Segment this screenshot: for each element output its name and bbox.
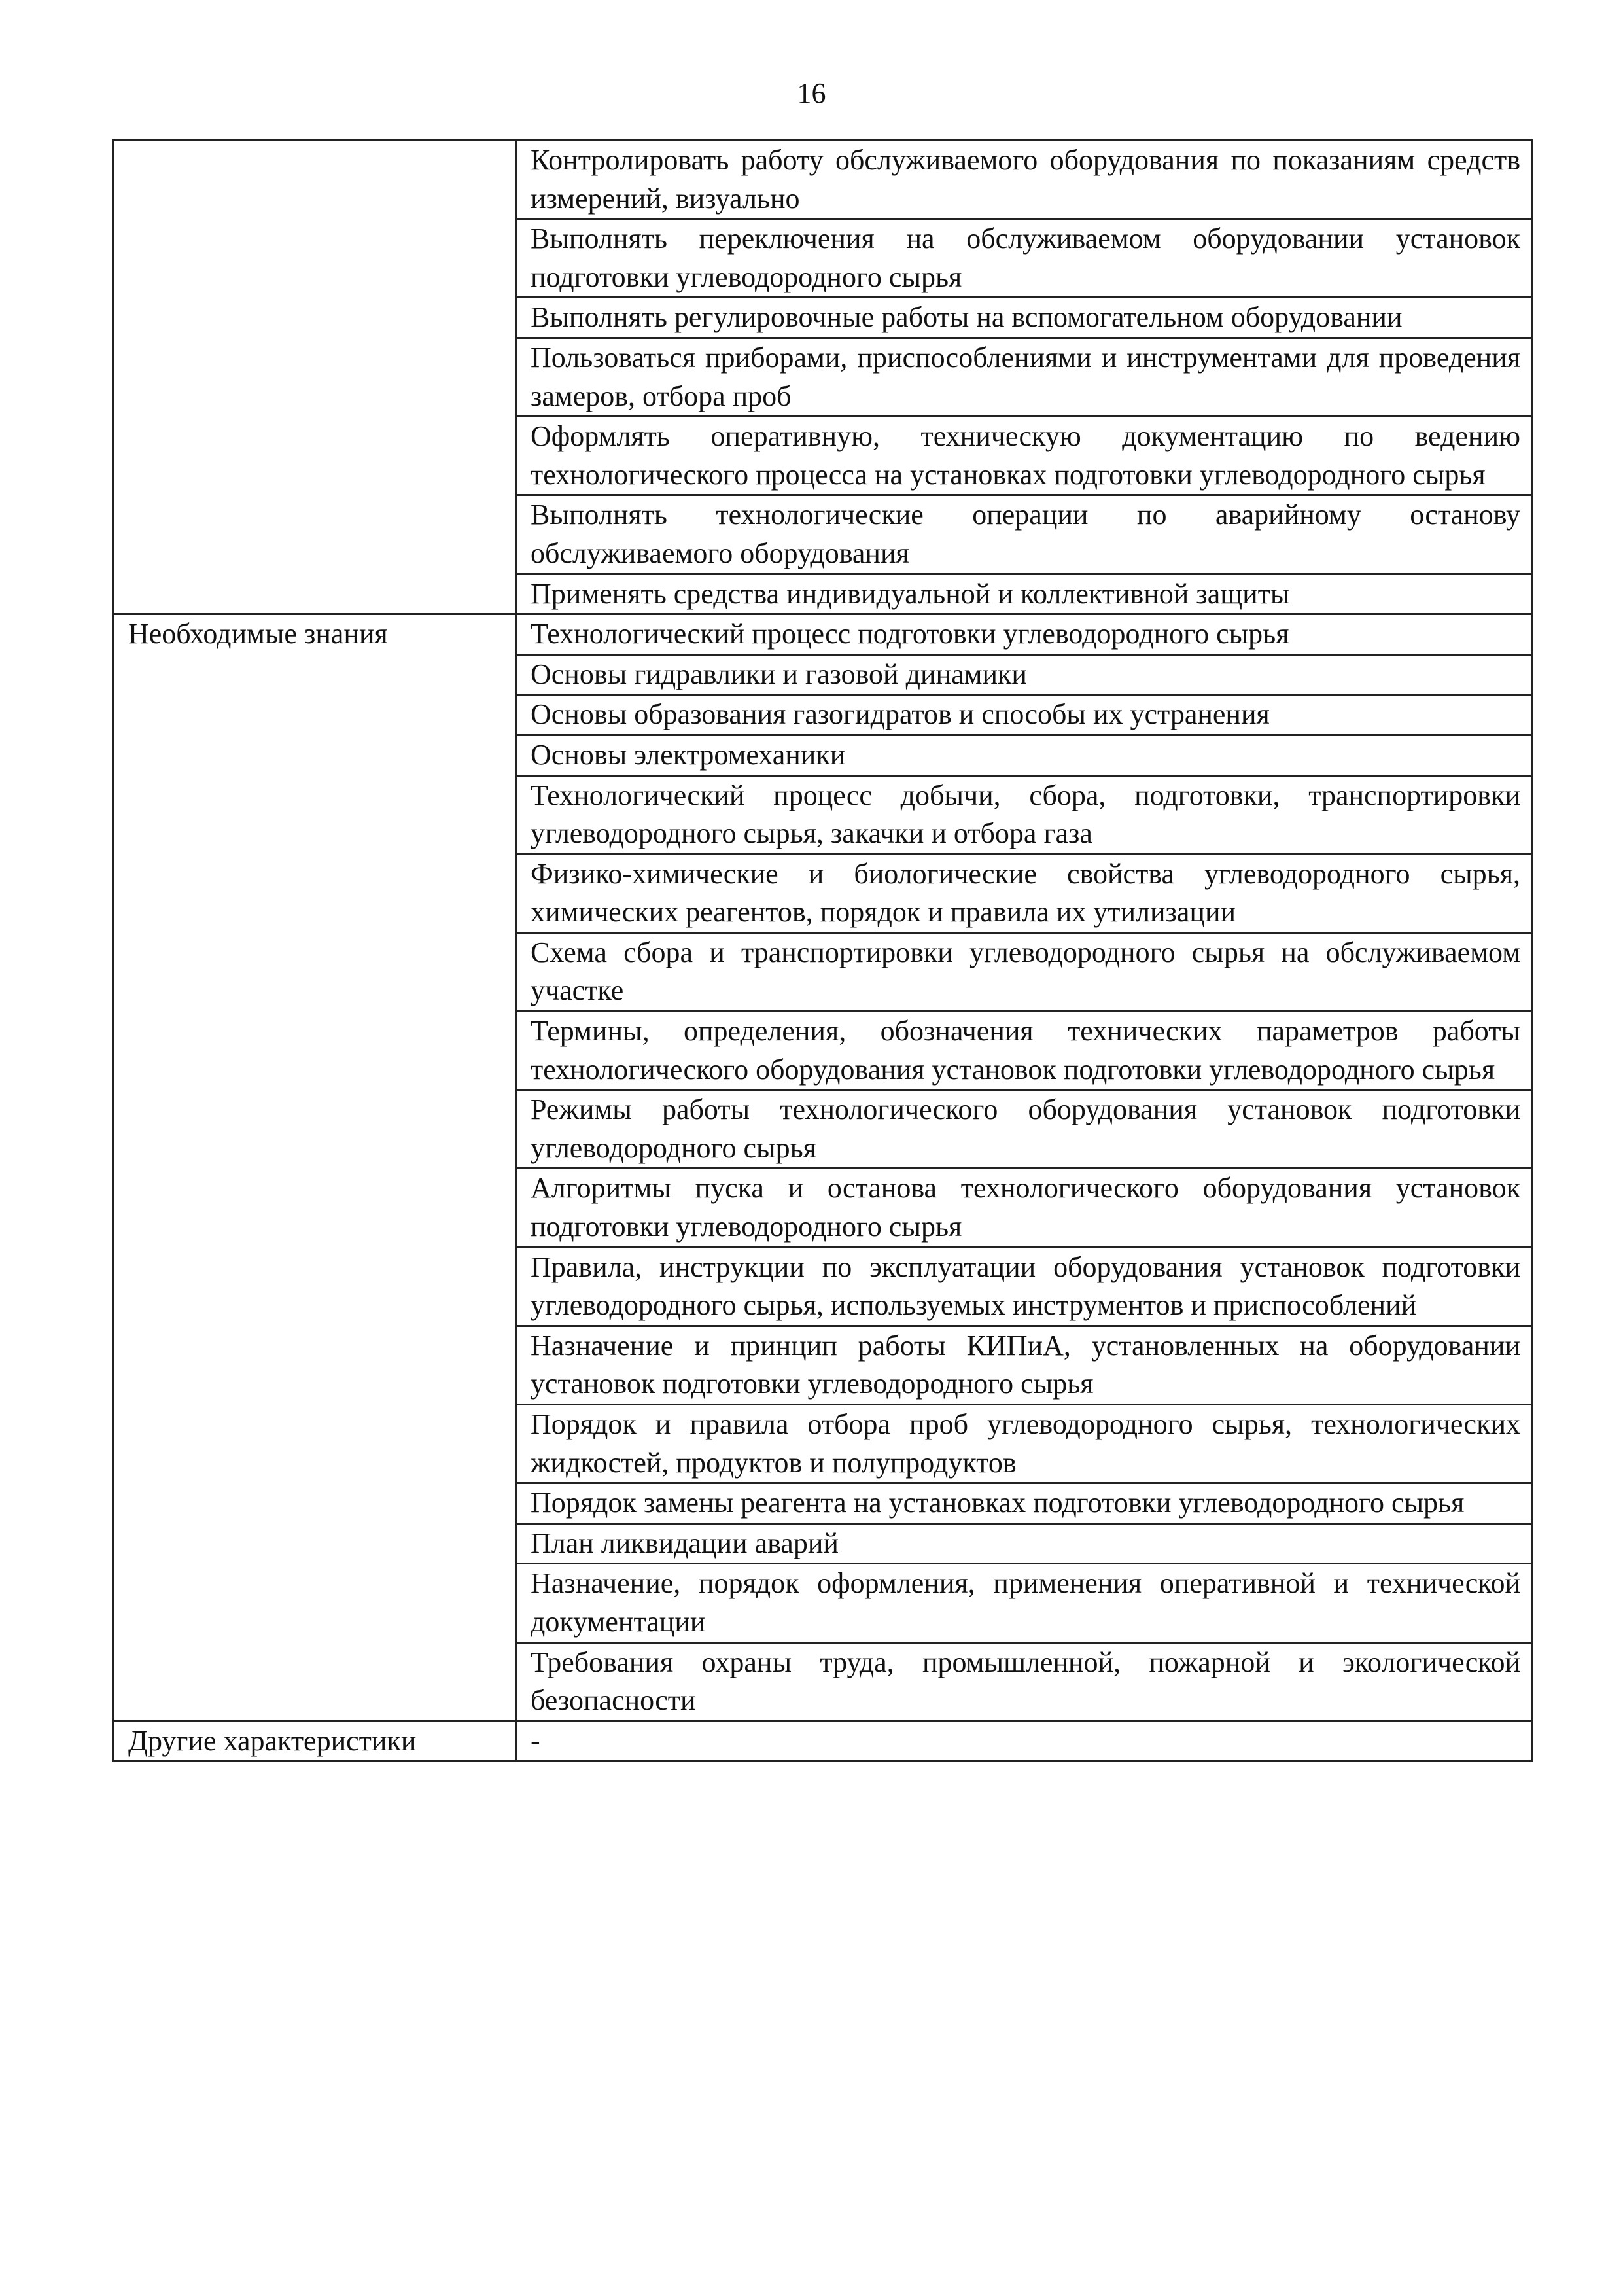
other-value: -	[517, 1721, 1532, 1761]
requirements-table	[112, 139, 1533, 1762]
page-number: 16	[797, 77, 826, 109]
other-label-cell	[113, 1721, 517, 1761]
table-row	[113, 141, 1532, 219]
table-row	[113, 614, 1532, 655]
skill-item: Пользоваться приборами, приспособлениями и инструментами для проведения замеров, отбора проб	[517, 338, 1532, 416]
other-label: Другие характеристики	[128, 1724, 417, 1757]
knowledge-item: Основы образования газогидратов и способы их устранения	[517, 695, 1532, 735]
skill-item: Выполнять регулировочные работы на вспомогательном оборудовании	[517, 298, 1532, 338]
knowledge-item: Назначение, порядок оформления, применения оперативной и технической документации	[517, 1564, 1532, 1642]
knowledge-item: Физико-химические и биологические свойства углеводородного сырья, химических реагентов, порядок и правила их утилизации	[517, 854, 1532, 932]
knowledge-item: Правила, инструкции по эксплуатации оборудования установок подготовки углеводородного сырья, используемых инструментов и приспособлений	[517, 1247, 1532, 1326]
table-row	[113, 1721, 1532, 1761]
knowledge-item: Технологический процесс подготовки углеводородного сырья	[517, 614, 1532, 655]
knowledge-label-cell	[113, 614, 517, 1722]
knowledge-item: Основы гидравлики и газовой динамики	[517, 654, 1532, 695]
knowledge-item: Требования охраны труда, промышленной, пожарной и экологической безопасности	[517, 1642, 1532, 1721]
knowledge-item: Режимы работы технологического оборудования установок подготовки углеводородного сырья	[517, 1090, 1532, 1169]
knowledge-item: Схема сбора и транспортировки углеводородного сырья на обслуживаемом участке	[517, 932, 1532, 1011]
knowledge-item: Термины, определения, обозначения технических параметров работы технологического оборудования установок подготовки углеводородного сырья	[517, 1012, 1532, 1090]
knowledge-label: Необходимые знания	[128, 618, 388, 650]
skill-item: Применять средства индивидуальной и коллективной защиты	[517, 574, 1532, 614]
skill-item: Выполнять переключения на обслуживаемом оборудовании установок подготовки углеводородного сырья	[517, 219, 1532, 298]
skill-item: Оформлять оперативную, техническую документацию по ведению технологического процесса на установках подготовки углеводородного сырья	[517, 417, 1532, 495]
knowledge-item: Основы электромеханики	[517, 735, 1532, 775]
knowledge-item: Технологический процесс добычи, сбора, подготовки, транспортировки углеводородного сырья, закачки и отбора газа	[517, 775, 1532, 854]
knowledge-item: Алгоритмы пуска и останова технологического оборудования установок подготовки углеводородного сырья	[517, 1169, 1532, 1247]
skills-label-cell	[113, 141, 517, 614]
knowledge-item: Назначение и принцип работы КИПиА, установленных на оборудовании установок подготовки углеводородного сырья	[517, 1326, 1532, 1404]
knowledge-item: Порядок замены реагента на установках подготовки углеводородного сырья	[517, 1483, 1532, 1524]
skill-item: Контролировать работу обслуживаемого оборудования по показаниям средств измерений, визуально	[517, 141, 1532, 219]
knowledge-item: Порядок и правила отбора проб углеводородного сырья, технологических жидкостей, продуктов и полупродуктов	[517, 1405, 1532, 1483]
skill-item: Выполнять технологические операции по аварийному останову обслуживаемого оборудования	[517, 495, 1532, 574]
knowledge-item: План ликвидации аварий	[517, 1523, 1532, 1564]
